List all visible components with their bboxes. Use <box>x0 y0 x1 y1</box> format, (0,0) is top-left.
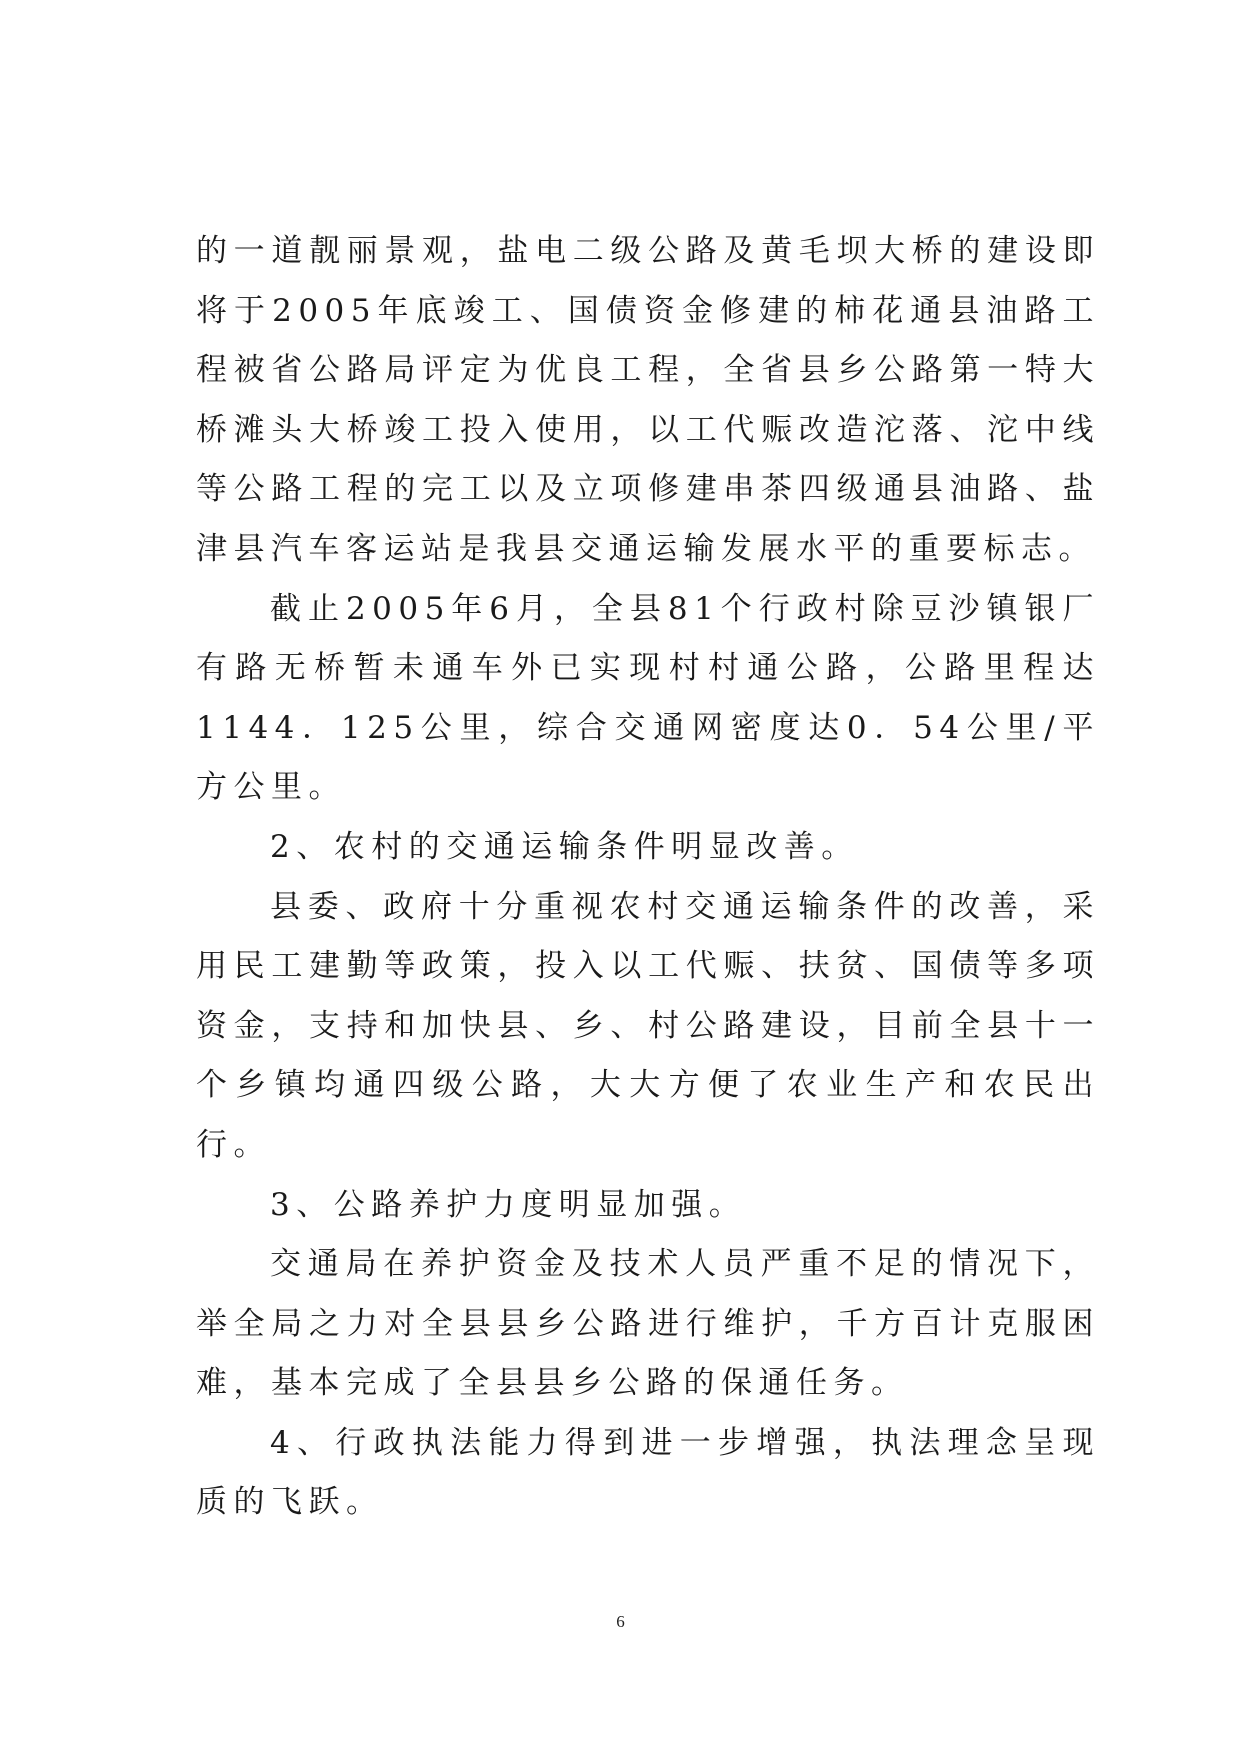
section-heading-law-enforcement: 4、行政执法能力得到进一步增强，执法理念呈现质的飞跃。 <box>196 1424 1100 1521</box>
section-heading-rural-transport: 2、农村的交通运输条件明显改善。 <box>270 828 859 865</box>
paragraph-rural-transport: 县委、政府十分重视农村交通运输条件的改善，采用民工建勤等政策，投入以工代赈、扶贫、国债等多项资金，支持和加快县、乡、村公路建设，目前全县十一个乡镇均通四级公路，大大方便了农业生产和农民出行。 <box>196 888 1100 1163</box>
paragraph-road-maintenance: 交通局在养护资金及技术人员严重不足的情况下，举全局之力对全县县乡公路进行维护，千方百计克服困难，基本完成了全县县乡公路的保通任务。 <box>196 1246 1100 1402</box>
paragraph-road-mileage: 截止2005年6月，全县81个行政村除豆沙镇银厂有路无桥暂未通车外已实现村村通公路，公路里程达1144．125公里，综合交通网密度达0．54公里/平方公里。 <box>196 590 1100 806</box>
paragraph-continuation: 的一道靓丽景观，盐电二级公路及黄毛坝大桥的建设即将于2005年底竣工、国债资金修建的柿花通县油路工程被省公路局评定为优良工程，全省县乡公路第一特大桥滩头大桥竣工投入使用，以工代赈改造沱落、沱中线等公路工程的完工以及立项修建串茶四级通县油路、盐津县汽车客运站是我县交通运输发展水平的重要标志。 <box>196 233 1100 567</box>
section-heading-road-maintenance: 3、公路养护力度明显加强。 <box>270 1186 747 1223</box>
page-number: 6 <box>616 1612 625 1631</box>
document-body <box>196 222 1100 1533</box>
